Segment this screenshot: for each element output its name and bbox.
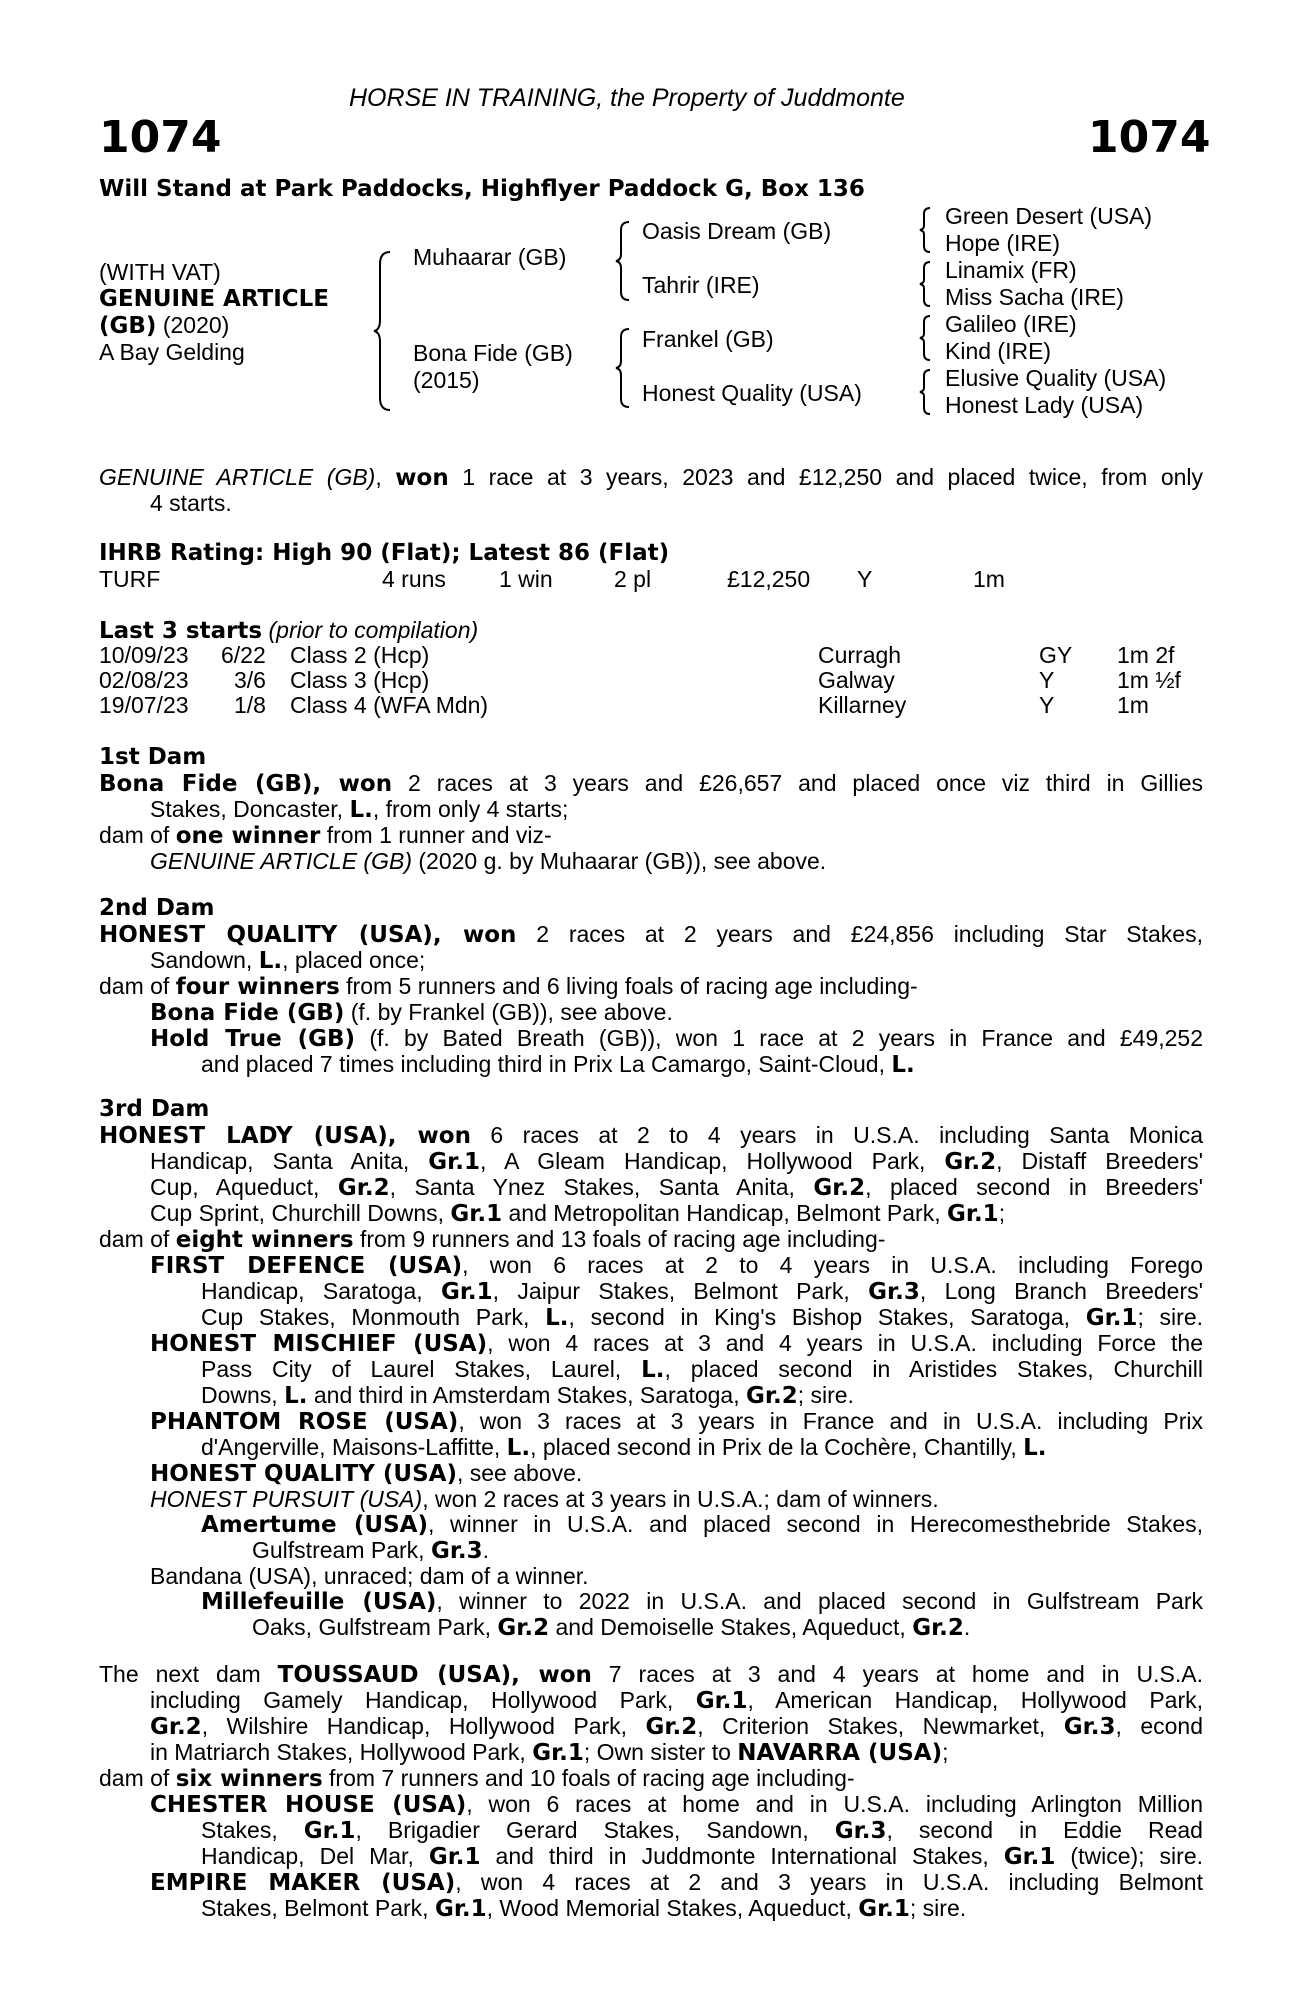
second-dam-text bbox=[99, 922, 1203, 1078]
foal-hold-true-text-2: and placed 7 times including third in Prix La Camargo, Saint-Cloud, bbox=[201, 1051, 892, 1077]
start-row bbox=[99, 668, 1203, 693]
txt: ; sire. bbox=[797, 1382, 854, 1408]
start-going: Y bbox=[1039, 692, 1055, 718]
second-dam-produce-1: dam of bbox=[99, 973, 176, 999]
start-going: Y bbox=[1039, 667, 1055, 693]
third-dam-text-1: 6 races at 2 to 4 years in U.S.A. including Santa Monica bbox=[470, 1122, 1204, 1148]
txt: Gulfstream Park, bbox=[252, 1537, 431, 1563]
grade: Gr.2 bbox=[813, 1175, 866, 1201]
grade: Gr.1 bbox=[450, 1201, 503, 1227]
start-race: Class 2 (Hcp) bbox=[290, 642, 430, 668]
grade: Gr.1 bbox=[440, 1279, 493, 1305]
txt: , Long Branch Breeders' bbox=[919, 1278, 1203, 1304]
horse-year: (2020) bbox=[156, 312, 230, 338]
txt: Handicap, Santa Anita, bbox=[150, 1148, 429, 1174]
txt: , see above. bbox=[456, 1460, 583, 1486]
txt: , Santa Ynez Stakes, Santa Anita, bbox=[389, 1174, 814, 1200]
grade: L. bbox=[545, 1305, 569, 1331]
txt: and third in Juddmonte International Stakes, bbox=[480, 1843, 1004, 1869]
txt: Handicap, Saratoga, bbox=[201, 1278, 441, 1304]
ggs-4: Miss Sacha (IRE) bbox=[945, 284, 1124, 310]
horse-country: (GB) bbox=[99, 313, 157, 339]
horse-country-year bbox=[99, 313, 229, 339]
grade: Gr.2 bbox=[337, 1175, 390, 1201]
lot-number-left: 1074 bbox=[99, 112, 222, 163]
grade: Gr.2 bbox=[497, 1615, 550, 1641]
start-row bbox=[99, 643, 1203, 668]
grade: Gr.1 bbox=[428, 1149, 480, 1175]
dam-sire: Frankel (GB) bbox=[642, 326, 774, 352]
first-dam-heading: 1st Dam bbox=[99, 744, 207, 770]
start-course: Killarney bbox=[818, 692, 907, 718]
sire-sire: Oasis Dream (GB) bbox=[642, 218, 832, 244]
dam-dam: Honest Quality (USA) bbox=[642, 380, 862, 406]
txt: The next dam bbox=[99, 1661, 278, 1687]
turf-wins: 1 win bbox=[499, 566, 553, 592]
rating-heading: IHRB Rating: High 90 (Flat); Latest 86 (Flat) bbox=[99, 540, 670, 566]
txt: ; sire. bbox=[909, 1895, 967, 1921]
first-dam-winners: one winner bbox=[175, 823, 321, 849]
txt: Cup Stakes, Monmouth Park, bbox=[201, 1304, 546, 1330]
summary-text-2: 4 starts. bbox=[150, 490, 232, 516]
grade: Gr.2 bbox=[645, 1714, 698, 1740]
sire-name: Muhaarar (GB) bbox=[413, 244, 567, 270]
start-position: 6/22 bbox=[221, 642, 266, 668]
txt: (twice); sire. bbox=[1055, 1843, 1204, 1869]
txt: , Wilshire Handicap, Hollywood Park, bbox=[201, 1713, 646, 1739]
txt: ; Own sister to bbox=[583, 1739, 738, 1765]
second-dam-winners: four winners bbox=[175, 974, 340, 1000]
horse-name bbox=[99, 286, 329, 312]
start-race: Class 4 (WFA Mdn) bbox=[290, 692, 489, 718]
start-position: 1/8 bbox=[234, 692, 266, 718]
navarra-name: NAVARRA (USA) bbox=[737, 1740, 943, 1766]
txt: . bbox=[963, 1614, 971, 1640]
last-starts-heading bbox=[99, 618, 478, 644]
pedigree-brace-main bbox=[372, 250, 394, 412]
grade: L. bbox=[284, 1383, 308, 1409]
foal-bona-fide: Bona Fide (GB) bbox=[150, 1000, 345, 1026]
txt: Pass City of Laurel Stakes, Laurel, bbox=[201, 1356, 642, 1382]
ggs-1: Green Desert (USA) bbox=[945, 203, 1153, 229]
txt: and Metropolitan Handicap, Belmont Park, bbox=[502, 1200, 947, 1226]
foal-hold-true-grade: L. bbox=[891, 1052, 915, 1078]
turf-going: Y bbox=[857, 566, 873, 592]
horse-name-text: GENUINE ARTICLE bbox=[99, 286, 330, 312]
grade: Gr.2 bbox=[912, 1615, 964, 1641]
pedigree-brace-dam bbox=[614, 327, 632, 409]
turf-runs: 4 runs bbox=[382, 566, 446, 592]
txt: , A Gleam Handicap, Hollywood Park, bbox=[479, 1148, 945, 1174]
first-dam-produce-2: from 1 runner and viz- bbox=[320, 822, 552, 848]
next-dam-name: TOUSSAUD (USA), won bbox=[277, 1662, 592, 1688]
first-dam-foal-name: GENUINE ARTICLE (GB) bbox=[150, 848, 412, 874]
grade: L. bbox=[641, 1357, 665, 1383]
grade: Gr.1 bbox=[947, 1201, 999, 1227]
txt: , placed second in Breeders' bbox=[865, 1174, 1203, 1200]
txt: , won 6 races at home and in U.S.A. including Arlington Million bbox=[466, 1791, 1203, 1817]
start-course: Galway bbox=[818, 667, 895, 693]
grade: Gr.3 bbox=[868, 1279, 920, 1305]
txt: in Matriarch Stakes, Hollywood Park, bbox=[150, 1739, 533, 1765]
txt: , placed second in Prix de la Cochère, Chantilly, bbox=[530, 1434, 1024, 1460]
third-dam-winners: eight winners bbox=[175, 1227, 354, 1253]
grade: Gr.1 bbox=[434, 1896, 487, 1922]
txt: , winner in U.S.A. and placed second in Herecomesthebride Stakes, bbox=[427, 1511, 1203, 1537]
foal-phantom-rose: PHANTOM ROSE (USA) bbox=[150, 1409, 459, 1435]
txt: , second in King's Bishop Stakes, Saratoga, bbox=[568, 1304, 1086, 1330]
grade: Gr.1 bbox=[303, 1818, 356, 1844]
start-course: Curragh bbox=[818, 642, 902, 668]
pedigree-brace-gen3-1 bbox=[918, 206, 932, 254]
first-dam-text bbox=[99, 771, 1203, 874]
third-dam-name: HONEST LADY (USA), won bbox=[99, 1123, 471, 1149]
ggs-8: Honest Lady (USA) bbox=[945, 392, 1144, 418]
start-date: 19/07/23 bbox=[99, 692, 189, 718]
txt: Handicap, Del Mar, bbox=[201, 1843, 429, 1869]
grade: Gr.1 bbox=[695, 1688, 748, 1714]
txt: , Distaff Breeders' bbox=[996, 1148, 1203, 1174]
grade: L. bbox=[1023, 1435, 1047, 1461]
second-dam-text-3: , placed once; bbox=[282, 947, 426, 973]
grade: L. bbox=[506, 1435, 531, 1461]
foal-bona-fide-text: (f. by Frankel (GB)), see above. bbox=[344, 999, 673, 1025]
grade: Gr.3 bbox=[834, 1818, 887, 1844]
second-dam-heading: 2nd Dam bbox=[99, 895, 215, 921]
foal-bandana: Bandana (USA), unraced; dam of a winner. bbox=[150, 1563, 589, 1589]
foal-first-defence: FIRST DEFENCE (USA) bbox=[150, 1253, 463, 1279]
grade: Gr.2 bbox=[944, 1149, 997, 1175]
txt: , second in Eddie Read bbox=[886, 1817, 1203, 1843]
horse-description: A Bay Gelding bbox=[99, 339, 245, 365]
turf-record bbox=[99, 567, 1203, 592]
foal-amertume: Amertume (USA) bbox=[201, 1512, 428, 1538]
start-distance: 1m 2f bbox=[1117, 642, 1175, 668]
start-race: Class 3 (Hcp) bbox=[290, 667, 430, 693]
ggs-5: Galileo (IRE) bbox=[945, 311, 1077, 337]
txt: , Criterion Stakes, Newmarket, bbox=[697, 1713, 1064, 1739]
last-starts-title: Last 3 starts bbox=[99, 618, 263, 644]
txt: , won 3 races at 3 years in France and in U.S.A. including Prix bbox=[458, 1408, 1203, 1434]
start-date: 02/08/23 bbox=[99, 667, 189, 693]
grade: Gr.3 bbox=[1063, 1714, 1116, 1740]
start-position: 3/6 bbox=[234, 667, 266, 693]
txt: , won 4 races at 3 and 4 years in U.S.A. including Force the bbox=[487, 1330, 1203, 1356]
ggs-7: Elusive Quality (USA) bbox=[945, 365, 1167, 391]
start-date: 10/09/23 bbox=[99, 642, 189, 668]
txt: from 9 runners and 13 foals of racing age including- bbox=[353, 1226, 886, 1252]
foal-millefeuille: Millefeuille (USA) bbox=[201, 1589, 437, 1615]
race-summary bbox=[99, 465, 1203, 516]
start-row bbox=[99, 693, 1203, 718]
start-distance: 1m bbox=[1117, 692, 1149, 718]
txt: and Demoiselle Stakes, Aqueduct, bbox=[549, 1614, 913, 1640]
ggs-2: Hope (IRE) bbox=[945, 230, 1061, 256]
second-dam-produce-2: from 5 runners and 6 living foals of racing age including- bbox=[339, 973, 918, 999]
txt: Downs, bbox=[201, 1382, 285, 1408]
turf-placed: 2 pl bbox=[614, 566, 652, 592]
dam-name: Bona Fide (GB) bbox=[413, 340, 573, 366]
ggs-3: Linamix (FR) bbox=[945, 257, 1077, 283]
turf-distance: 1m bbox=[973, 566, 1005, 592]
summary-won: won bbox=[395, 465, 449, 491]
start-distance: 1m ½f bbox=[1117, 667, 1181, 693]
next-dam-text bbox=[99, 1662, 1203, 1922]
first-dam-text-3: , from only 4 starts; bbox=[372, 796, 569, 822]
txt: ; sire. bbox=[1137, 1304, 1203, 1330]
txt: , won 4 races at 2 and 3 years in U.S.A. including Belmont bbox=[455, 1869, 1203, 1895]
first-dam-text-2: Stakes, Doncaster, bbox=[150, 796, 350, 822]
first-dam-produce-1: dam of bbox=[99, 822, 176, 848]
third-dam-text bbox=[99, 1123, 1203, 1641]
second-dam-grade: L. bbox=[258, 948, 283, 974]
foal-chester-house: CHESTER HOUSE (USA) bbox=[150, 1792, 467, 1818]
next-dam-winners: six winners bbox=[175, 1766, 323, 1792]
sire-dam: Tahrir (IRE) bbox=[642, 272, 760, 298]
txt: , won 6 races at 2 to 4 years in U.S.A. including Forego bbox=[462, 1252, 1203, 1278]
txt: , placed second in Aristides Stakes, Churchill bbox=[664, 1356, 1203, 1382]
foal-empire-maker: EMPIRE MAKER (USA) bbox=[150, 1870, 456, 1896]
first-dam-grade: L. bbox=[349, 797, 373, 823]
first-dam-name: Bona Fide (GB), won bbox=[99, 771, 393, 797]
second-dam-text-2: Sandown, bbox=[150, 947, 259, 973]
second-dam-name: HONEST QUALITY (USA), won bbox=[99, 922, 517, 948]
txt: including Gamely Handicap, Hollywood Park, bbox=[150, 1687, 696, 1713]
txt: , American Handicap, Hollywood Park, bbox=[747, 1687, 1203, 1713]
txt: from 7 runners and 10 foals of racing age including- bbox=[322, 1765, 855, 1791]
foal-hold-true: Hold True (GB) bbox=[150, 1026, 356, 1052]
summary-horse-name: GENUINE ARTICLE (GB) bbox=[99, 464, 376, 490]
summary-text: 1 race at 3 years, 2023 and £12,250 and placed twice, from only bbox=[448, 464, 1204, 490]
start-going: GY bbox=[1039, 642, 1073, 668]
txt: Cup Sprint, Churchill Downs, bbox=[150, 1200, 451, 1226]
ggs-6: Kind (IRE) bbox=[945, 338, 1052, 364]
txt: Cup, Aqueduct, bbox=[150, 1174, 338, 1200]
txt: ; bbox=[998, 1200, 1006, 1226]
txt: dam of bbox=[99, 1226, 176, 1252]
txt: , Brigadier Gerard Stakes, Sandown, bbox=[355, 1817, 835, 1843]
grade: Gr.2 bbox=[150, 1714, 202, 1740]
foal-hold-true-text: (f. by Bated Breath (GB)), won 1 race at 2 years in France and £49,252 bbox=[355, 1025, 1203, 1051]
pedigree-brace-gen3-2 bbox=[918, 260, 932, 308]
grade: Gr.3 bbox=[430, 1538, 483, 1564]
txt: dam of bbox=[99, 1765, 176, 1791]
txt: , econd bbox=[1115, 1713, 1203, 1739]
dam-year: (2015) bbox=[413, 367, 480, 393]
grade: Gr.1 bbox=[1003, 1844, 1056, 1870]
grade: Gr.1 bbox=[858, 1896, 910, 1922]
txt: Stakes, bbox=[201, 1817, 304, 1843]
last-starts-note: (prior to compilation) bbox=[262, 617, 479, 643]
summary-sep: , bbox=[375, 464, 396, 490]
vat-note: (WITH VAT) bbox=[99, 259, 221, 285]
pedigree-brace-gen3-3 bbox=[918, 314, 932, 362]
txt: Oaks, Gulfstream Park, bbox=[252, 1614, 498, 1640]
turf-label: TURF bbox=[99, 566, 161, 592]
txt: 7 races at 3 and 4 years at home and in U.S.A. bbox=[591, 1661, 1203, 1687]
txt: , Wood Memorial Stakes, Aqueduct, bbox=[486, 1895, 859, 1921]
txt: , winner to 2022 in U.S.A. and placed second in Gulfstream Park bbox=[436, 1588, 1203, 1614]
txt: . bbox=[482, 1537, 490, 1563]
second-dam-text-1: 2 races at 2 years and £24,856 including Star Stakes, bbox=[516, 921, 1203, 947]
txt: d'Angerville, Maisons-Laffitte, bbox=[201, 1434, 507, 1460]
foal-honest-pursuit: HONEST PURSUIT (USA) bbox=[150, 1486, 423, 1512]
grade: Gr.1 bbox=[532, 1740, 584, 1766]
first-dam-text-1: 2 races at 3 years and £26,657 and placed once viz third in Gillies bbox=[392, 770, 1204, 796]
turf-prize: £12,250 bbox=[727, 566, 811, 592]
pedigree-brace-gen3-4 bbox=[918, 368, 932, 416]
foal-honest-mischief: HONEST MISCHIEF (USA) bbox=[150, 1331, 488, 1357]
txt: and third in Amsterdam Stakes, Saratoga, bbox=[307, 1382, 747, 1408]
lot-number-right: 1074 bbox=[1088, 112, 1211, 163]
grade: Gr.1 bbox=[1085, 1305, 1138, 1331]
grade: Gr.2 bbox=[746, 1383, 798, 1409]
page-header: HORSE IN TRAINING, the Property of Juddmonte bbox=[349, 84, 905, 112]
txt: , won 2 races at 3 years in U.S.A.; dam of winners. bbox=[422, 1486, 939, 1512]
txt: Stakes, Belmont Park, bbox=[201, 1895, 435, 1921]
pedigree-brace-sire bbox=[614, 220, 632, 302]
stable-location: Will Stand at Park Paddocks, Highflyer Paddock G, Box 136 bbox=[99, 176, 865, 202]
first-dam-foal-text: (2020 g. by Muhaarar (GB)), see above. bbox=[411, 848, 827, 874]
txt: ; bbox=[942, 1739, 949, 1765]
foal-honest-quality: HONEST QUALITY (USA) bbox=[150, 1461, 457, 1487]
grade: Gr.1 bbox=[428, 1844, 481, 1870]
third-dam-heading: 3rd Dam bbox=[99, 1096, 210, 1122]
txt: , Jaipur Stakes, Belmont Park, bbox=[492, 1278, 869, 1304]
